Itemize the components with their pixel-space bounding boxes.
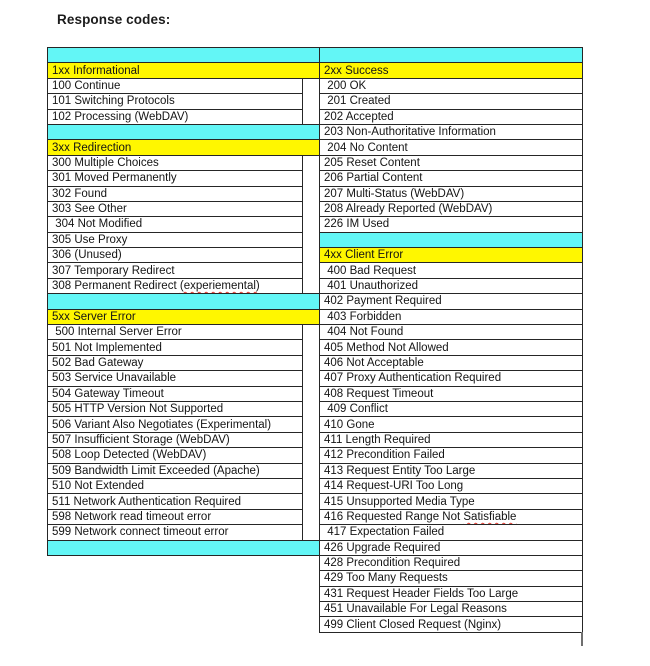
- spacer-cell: [303, 217, 320, 232]
- right-cell: 429 Too Many Requests: [320, 571, 583, 586]
- right-cell: 201 Created: [320, 94, 583, 109]
- right-cell: 426 Upgrade Required: [320, 540, 583, 555]
- table-row: [48, 401, 583, 416]
- right-cell: 200 OK: [320, 78, 583, 93]
- left-cell: 500 Internal Server Error: [48, 325, 303, 340]
- left-cell: 305 Use Proxy: [48, 232, 303, 247]
- table-row: [48, 78, 583, 93]
- spacer-cell: [303, 478, 320, 493]
- left-cell: 303 See Other: [48, 201, 303, 216]
- left-cell: 100 Continue: [48, 78, 303, 93]
- left-cell: 505 HTTP Version Not Supported: [48, 401, 303, 416]
- table-row: [48, 386, 583, 401]
- spacer-cell: [303, 78, 320, 93]
- left-cell: 511 Network Authentication Required: [48, 494, 303, 509]
- table-row: [48, 463, 583, 478]
- left-cell: 102 Processing (WebDAV): [48, 109, 303, 124]
- right-cell: 208 Already Reported (WebDAV): [320, 201, 583, 216]
- misspelled-word: Satisfiable: [463, 510, 517, 523]
- table-row: [48, 432, 583, 447]
- left-cell: [48, 294, 320, 309]
- left-cell: 306 (Unused): [48, 248, 303, 263]
- spacer-cell: [303, 340, 320, 355]
- table-row: [48, 417, 583, 432]
- left-cell: [48, 555, 320, 570]
- spacer-cell: [303, 525, 320, 540]
- spacer-cell: [303, 432, 320, 447]
- right-cell: 404 Not Found: [320, 325, 583, 340]
- table-right-edge-artifact: [581, 632, 583, 646]
- left-cell: 599 Network connect timeout error: [48, 525, 303, 540]
- left-cell: 5xx Server Error: [48, 309, 320, 324]
- table-row: [48, 263, 583, 278]
- spacer-cell: [303, 263, 320, 278]
- spacer-cell: [303, 417, 320, 432]
- page-title: Response codes:: [57, 12, 171, 27]
- table-row: [48, 171, 583, 186]
- left-cell: 506 Variant Also Negotiates (Experimental): [48, 417, 303, 432]
- left-cell: 501 Not Implemented: [48, 340, 303, 355]
- table-row: [48, 586, 583, 601]
- right-cell: 409 Conflict: [320, 401, 583, 416]
- right-cell: 451 Unavailable For Legal Reasons: [320, 602, 583, 617]
- right-cell: 206 Partial Content: [320, 171, 583, 186]
- right-cell: 416 Requested Range Not Satisfiable: [320, 509, 583, 524]
- table-row: [48, 109, 583, 124]
- left-cell: 504 Gateway Timeout: [48, 386, 303, 401]
- spacer-cell: [303, 155, 320, 170]
- spacer-cell: [303, 448, 320, 463]
- left-cell: 509 Bandwidth Limit Exceeded (Apache): [48, 463, 303, 478]
- table-row: [48, 278, 583, 293]
- left-cell: [48, 540, 320, 555]
- spacer-cell: [303, 355, 320, 370]
- right-cell: [320, 48, 583, 63]
- left-cell: [48, 48, 320, 63]
- right-cell: 412 Precondition Failed: [320, 448, 583, 463]
- spacer-cell: [303, 171, 320, 186]
- table-row: [48, 525, 583, 540]
- left-cell: 507 Insufficient Storage (WebDAV): [48, 432, 303, 447]
- table-row: [48, 478, 583, 493]
- right-cell: 415 Unsupported Media Type: [320, 494, 583, 509]
- table-row: [48, 201, 583, 216]
- left-cell: 101 Switching Protocols: [48, 94, 303, 109]
- right-cell: 499 Client Closed Request (Nginx): [320, 617, 583, 632]
- table-row: [48, 94, 583, 109]
- right-cell: 431 Request Header Fields Too Large: [320, 586, 583, 601]
- left-cell: 1xx Informational: [48, 63, 320, 78]
- table-row: [48, 186, 583, 201]
- table-row: [48, 140, 583, 155]
- left-cell: [48, 571, 320, 586]
- spacer-cell: [303, 509, 320, 524]
- spacer-cell: [303, 109, 320, 124]
- table-row: [48, 63, 583, 78]
- left-cell: 3xx Redirection: [48, 140, 320, 155]
- right-cell: 400 Bad Request: [320, 263, 583, 278]
- spacer-cell: [303, 386, 320, 401]
- spacer-cell: [303, 371, 320, 386]
- left-cell: 598 Network read timeout error: [48, 509, 303, 524]
- left-cell: 304 Not Modified: [48, 217, 303, 232]
- left-cell: 307 Temporary Redirect: [48, 263, 303, 278]
- left-cell: 308 Permanent Redirect (experiemental): [48, 278, 303, 293]
- left-cell: [48, 586, 320, 601]
- spacer-cell: [303, 278, 320, 293]
- right-cell: 403 Forbidden: [320, 309, 583, 324]
- spacer-cell: [303, 463, 320, 478]
- right-cell: 2xx Success: [320, 63, 583, 78]
- right-cell: 226 IM Used: [320, 217, 583, 232]
- spacer-cell: [303, 325, 320, 340]
- spacer-cell: [303, 94, 320, 109]
- spacer-cell: [303, 186, 320, 201]
- right-cell: 402 Payment Required: [320, 294, 583, 309]
- right-cell: 4xx Client Error: [320, 248, 583, 263]
- right-cell: 410 Gone: [320, 417, 583, 432]
- left-cell: [48, 124, 320, 139]
- spacer-cell: [303, 201, 320, 216]
- table-row: [48, 340, 583, 355]
- table-row: [48, 494, 583, 509]
- right-cell: 417 Expectation Failed: [320, 525, 583, 540]
- table-row: [48, 571, 583, 586]
- right-cell: 414 Request-URI Too Long: [320, 478, 583, 493]
- table-row: [48, 155, 583, 170]
- right-cell: 413 Request Entity Too Large: [320, 463, 583, 478]
- table-row: [48, 232, 583, 247]
- table-row: [48, 509, 583, 524]
- left-cell: 508 Loop Detected (WebDAV): [48, 448, 303, 463]
- table-row: [48, 448, 583, 463]
- table-row: [48, 602, 583, 617]
- right-cell: 411 Length Required: [320, 432, 583, 447]
- table-row: [48, 540, 583, 555]
- right-cell: 405 Method Not Allowed: [320, 340, 583, 355]
- left-cell: 301 Moved Permanently: [48, 171, 303, 186]
- table-row: [48, 555, 583, 570]
- left-cell: 510 Not Extended: [48, 478, 303, 493]
- right-cell: 204 No Content: [320, 140, 583, 155]
- spacer-cell: [303, 232, 320, 247]
- right-cell: 203 Non-Authoritative Information: [320, 124, 583, 139]
- right-cell: 428 Precondition Required: [320, 555, 583, 570]
- right-cell: 406 Not Acceptable: [320, 355, 583, 370]
- table-row: [48, 617, 583, 632]
- table-row: [48, 371, 583, 386]
- right-cell: 407 Proxy Authentication Required: [320, 371, 583, 386]
- table-row: [48, 124, 583, 139]
- left-cell: 300 Multiple Choices: [48, 155, 303, 170]
- spacer-cell: [303, 248, 320, 263]
- response-codes-table: [47, 47, 583, 633]
- misspelled-word: (experiemental): [179, 280, 260, 293]
- table-row: [48, 248, 583, 263]
- spacer-cell: [303, 401, 320, 416]
- left-cell: 302 Found: [48, 186, 303, 201]
- right-cell: 207 Multi-Status (WebDAV): [320, 186, 583, 201]
- right-cell: 401 Unauthorized: [320, 278, 583, 293]
- table-row: [48, 48, 583, 63]
- right-cell: 202 Accepted: [320, 109, 583, 124]
- left-cell: [48, 602, 320, 617]
- table-row: [48, 325, 583, 340]
- left-cell: [48, 617, 320, 632]
- table-row: [48, 309, 583, 324]
- table-row: [48, 217, 583, 232]
- right-cell: 408 Request Timeout: [320, 386, 583, 401]
- right-cell: 205 Reset Content: [320, 155, 583, 170]
- left-cell: 503 Service Unavailable: [48, 371, 303, 386]
- spacer-cell: [303, 494, 320, 509]
- right-cell: [320, 232, 583, 247]
- left-cell: 502 Bad Gateway: [48, 355, 303, 370]
- table-row: [48, 355, 583, 370]
- table-row: [48, 294, 583, 309]
